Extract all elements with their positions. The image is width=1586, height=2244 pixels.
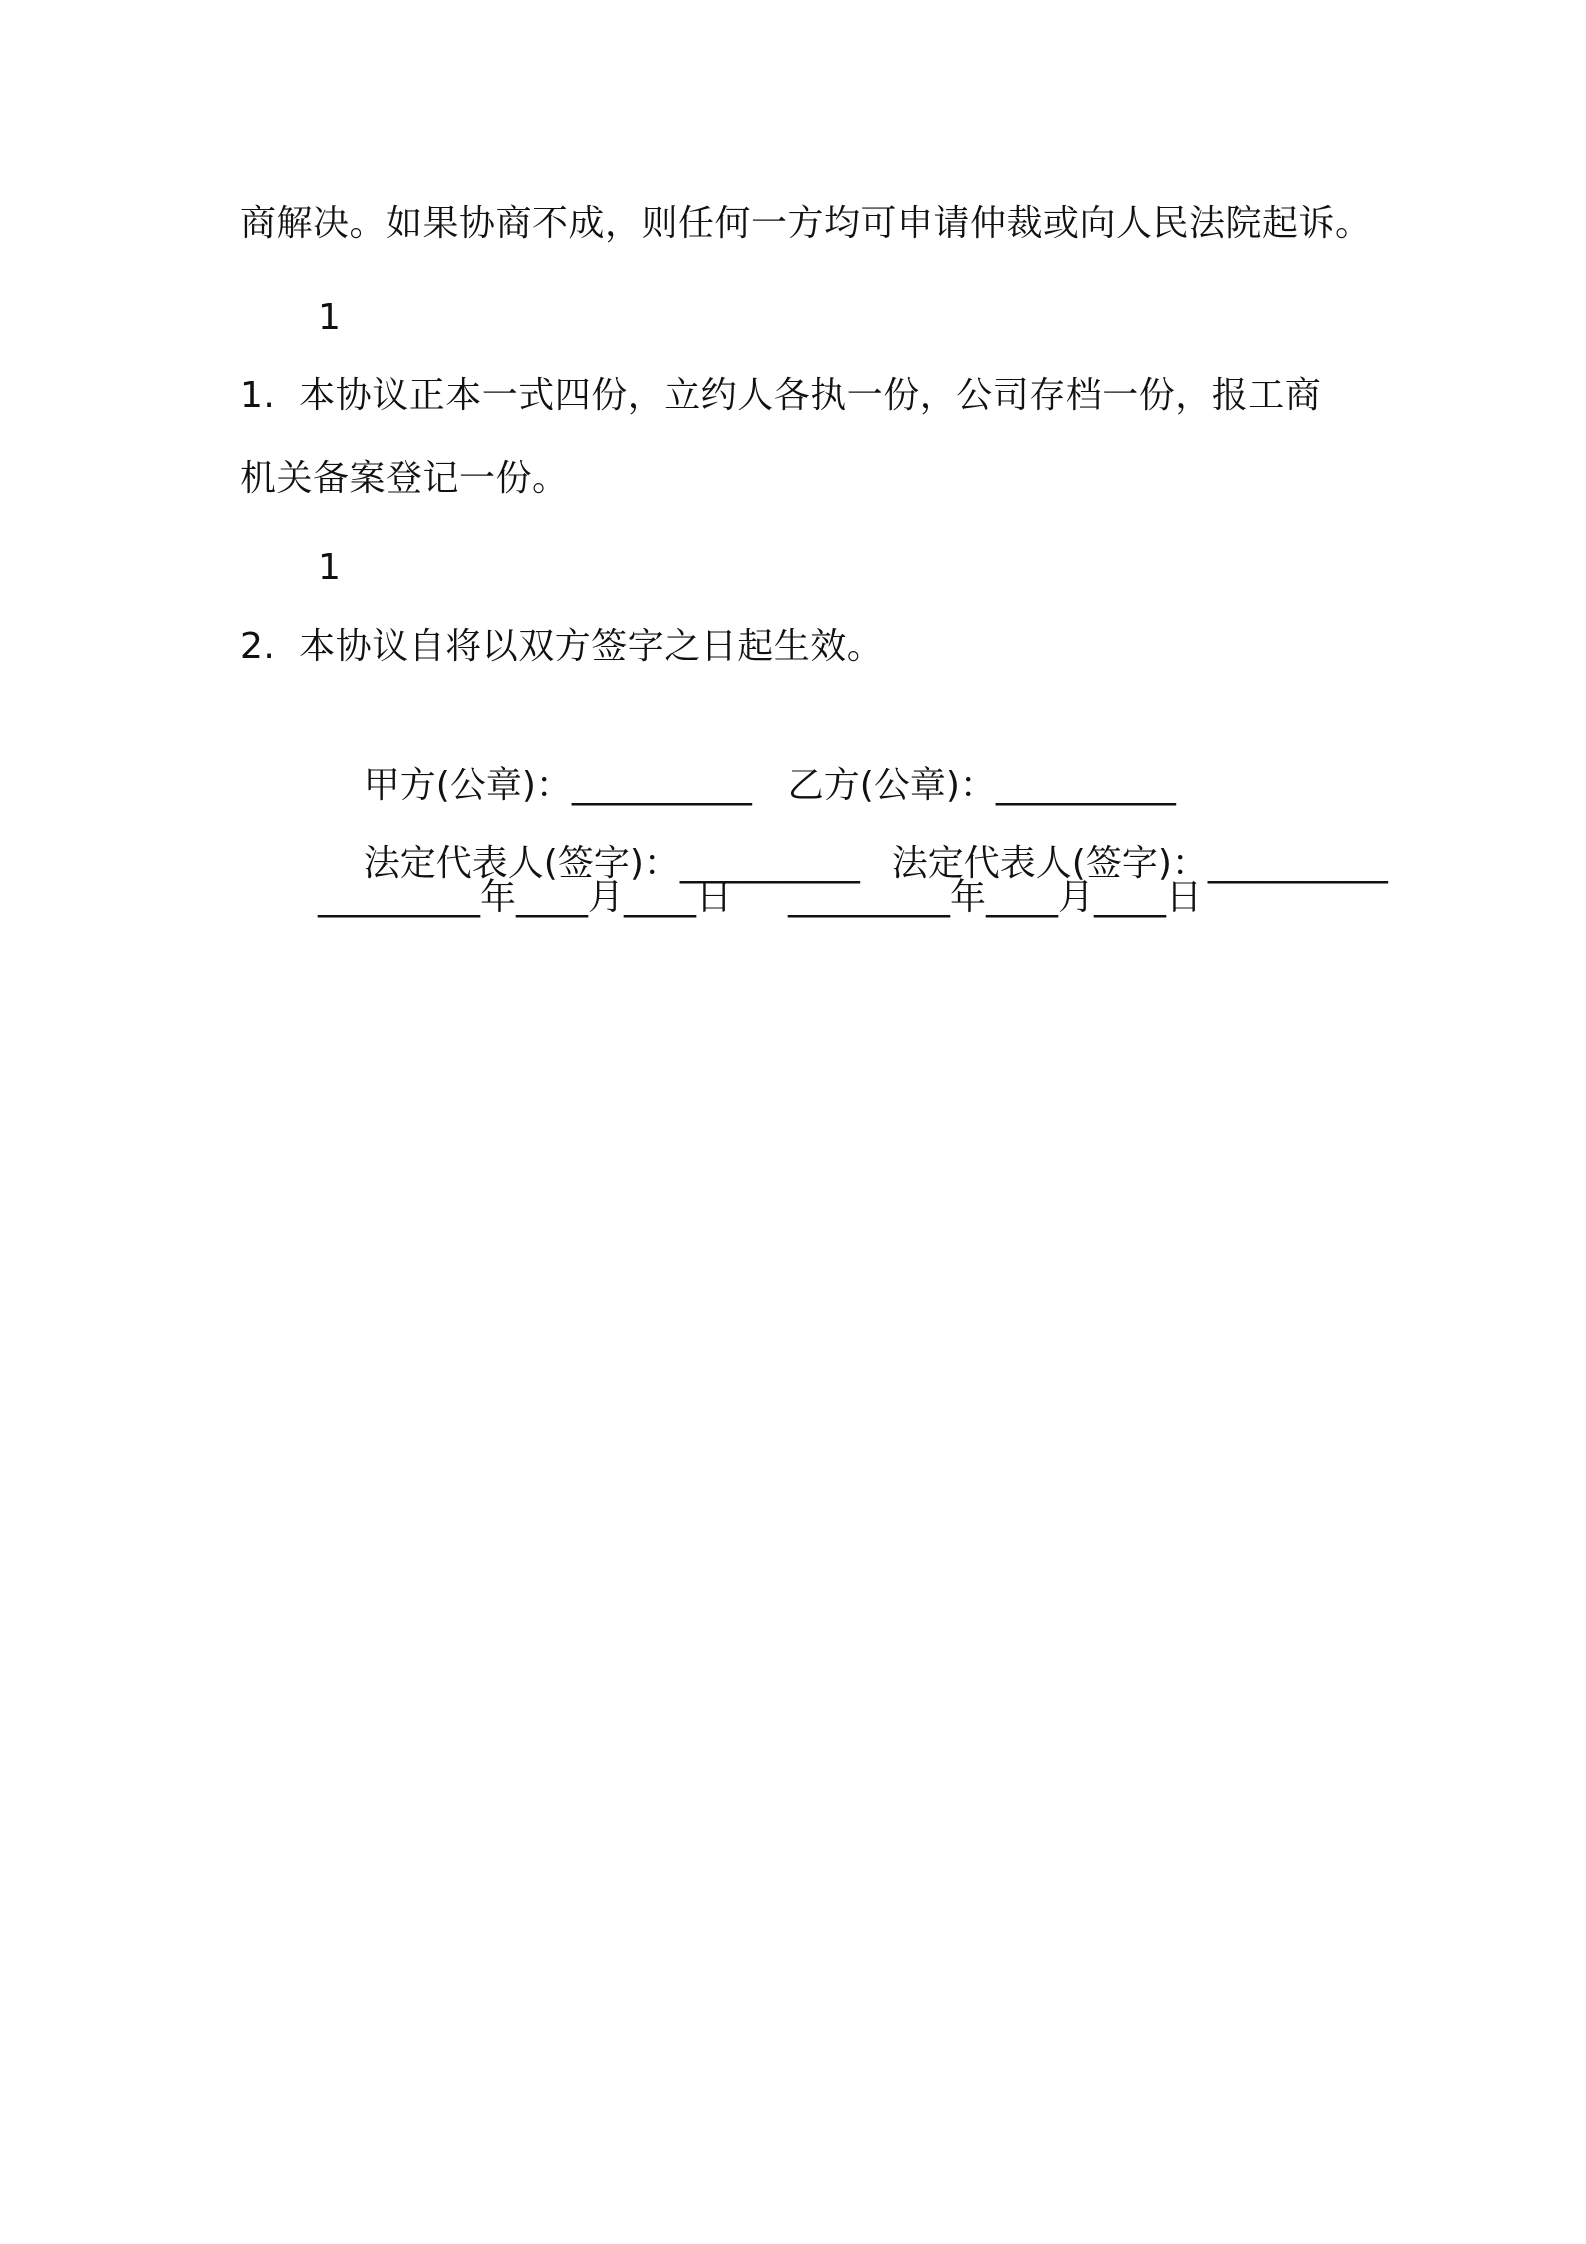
rep-a-field: __________ xyxy=(679,843,860,884)
party-a-seal-label: 甲方(公章)： xyxy=(363,765,572,806)
page-marker: 1 xyxy=(318,297,342,338)
party-b-seal-label: 乙方(公章)： xyxy=(787,765,996,806)
clause-1-line-2: 机关备案登记一份。 xyxy=(240,458,569,499)
page-marker: 1 xyxy=(318,547,342,588)
rep-b-field: __________ xyxy=(1207,843,1388,884)
date-b: _________年____月____日 xyxy=(788,877,1202,918)
rep-b-label: 法定代表人(签字)： xyxy=(891,843,1208,884)
party-b-seal-field: __________ xyxy=(995,765,1176,806)
clause-1-line-1: 1. 本协议正本一式四份，立约人各执一份，公司存档一份，报工商 xyxy=(240,375,1322,416)
date-a: _________年____月____日 xyxy=(318,877,732,918)
clause-2-line-1: 2. 本协议自将以双方签字之日起生效。 xyxy=(240,626,884,667)
party-a-seal-field: __________ xyxy=(571,765,752,806)
rep-a-label: 法定代表人(签字)： xyxy=(363,843,680,884)
paragraph-dispute-resolution: 商解决。如果协商不成，则任何一方均可申请仲裁或向人民法院起诉。 xyxy=(240,203,1372,244)
